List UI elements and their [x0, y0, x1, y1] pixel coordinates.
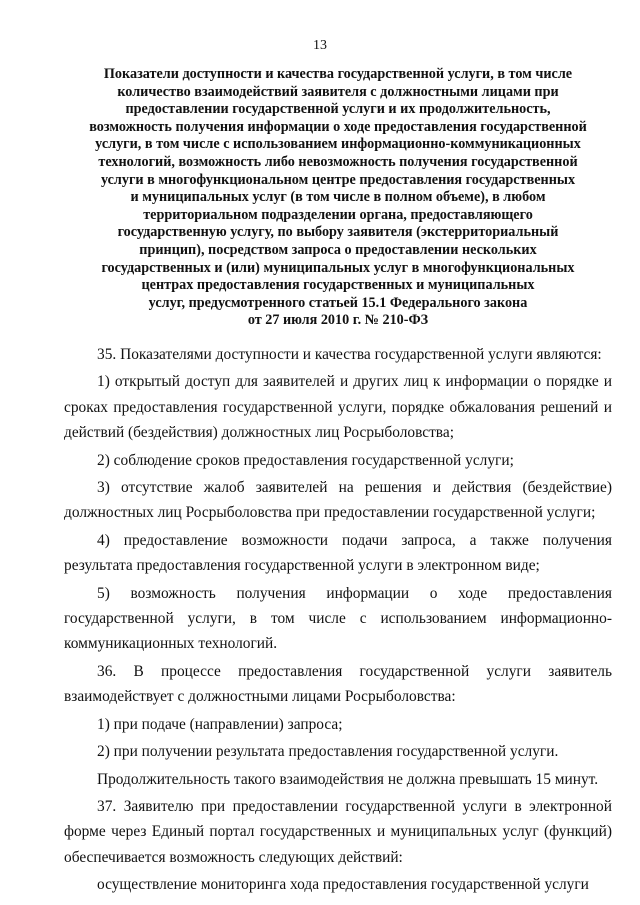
page-number: 13 [313, 38, 327, 53]
heading-line: от 27 июля 2010 г. № 210-ФЗ [247, 312, 429, 329]
heading-line: технологий, возможность либо невозможность получения государственной [98, 153, 578, 170]
heading-line: возможность получения информации о ходе предоставления государственной [89, 118, 587, 135]
heading-line: услуги в многофункциональном центре предоставления государственных [100, 171, 576, 188]
heading-line: территориальном подразделении органа, предоставляющего [143, 206, 533, 223]
heading-line: государственных и (или) муниципальных услуг в многофункциональных [101, 259, 575, 276]
paragraph-36: 36. В процессе предоставления государственной услуги заявитель взаимодействует с должностными лицами Росрыболовства: [64, 662, 612, 706]
document-body [64, 342, 612, 898]
heading-line: Показатели доступности и качества государственной услуги, в том числе [103, 66, 573, 82]
section-heading [64, 66, 612, 330]
paragraph-37-item: осуществление мониторинга хода предоставления государственной услуги [97, 876, 589, 894]
heading-line: принцип), посредством запроса о предоставлении нескольких [139, 241, 537, 258]
heading-line: количество взаимодействий заявителя с должностными лицами при [117, 83, 559, 100]
heading-line: услуги, в том числе с использованием информационно-коммуникационных [95, 136, 581, 153]
paragraph-35: 35. Показателями доступности и качества государственной услуги являются: [97, 346, 602, 363]
paragraph-37: 37. Заявителю при предоставлении государственной услуги в электронной форме через Единый портал государственных и муниципальных услуг (функций) обеспечивается возможность следующих действий: [64, 797, 612, 866]
paragraph-35-item-4: 4) предоставление возможности подачи запроса, а также получения результата предоставления государственной услуги в электронном виде; [64, 531, 612, 575]
paragraph-35-item-1: 1) открытый доступ для заявителей и других лиц к информации о порядке и сроках предоставления государственной услуги, порядке обжалования решений и действий (бездействия) должностных лиц Росрыболовства; [64, 373, 612, 442]
paragraph-36-item-2: 2) при получении результата предоставления государственной услуги. [97, 743, 559, 761]
heading-line: государственную услугу, по выбору заявителя (экстерриториальный [117, 224, 559, 241]
paragraph-35-item-5: 5) возможность получения информации о ходе предоставления государственной услуги, в том числе с использованием информационно-коммуникационных технологий. [64, 584, 612, 653]
paragraph-35-item-2: 2) соблюдение сроков предоставления государственной услуги; [97, 451, 514, 469]
heading-line: предоставлении государственной услуги и их продолжительность, [125, 101, 551, 118]
paragraph-35-item-3: 3) отсутствие жалоб заявителей на решения и действия (бездействие) должностных лиц Росрыболовства при предоставлении государственной услуги; [64, 479, 612, 522]
paragraph-36-duration: Продолжительность такого взаимодействия не должна превышать 15 минут. [97, 770, 599, 788]
heading-line: услуг, предусмотренного статьей 15.1 Федерального закона [148, 294, 528, 311]
heading-line: и муниципальных услуг (в том числе в полном объеме), в любом [130, 189, 546, 206]
heading-line: центрах предоставления государственных и муниципальных [141, 277, 535, 294]
paragraph-36-item-1: 1) при подаче (направлении) запроса; [97, 715, 343, 733]
